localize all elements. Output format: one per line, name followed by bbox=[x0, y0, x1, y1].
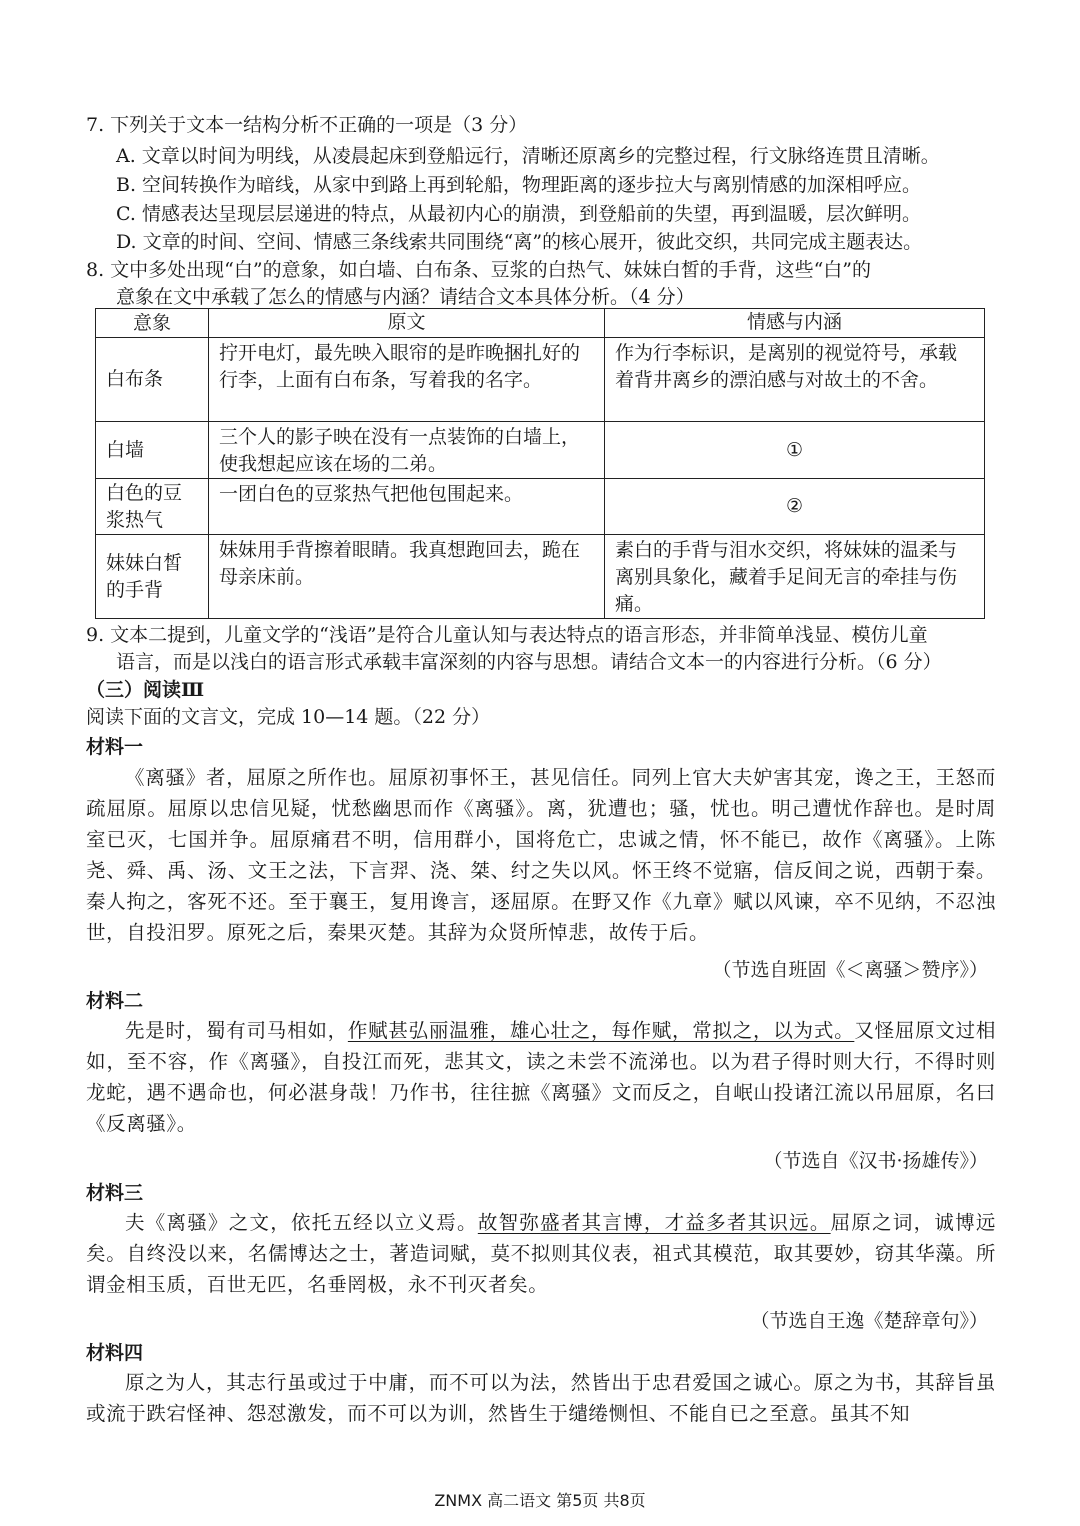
material-2-source: （节选自《汉书·扬雄传》） bbox=[763, 1150, 988, 1172]
section-instruction: 阅读下面的文言文，完成 10—14 题。（22 分） bbox=[86, 706, 491, 728]
material-3-underlined: 故智弥盛者其言博，才益多者其识远。 bbox=[477, 1211, 831, 1234]
table-header-row bbox=[96, 309, 985, 338]
material-4-text: 原之为人，其志行虽或过于中庸，而不可以为法，然皆出于忠君爱国之诚心。原之为书，其辞旨虽或流于跌宕怪神、怨怼激发，而不可以为训，然皆生于缱绻恻怛、不能自已之至意。虽其不知 bbox=[86, 1371, 996, 1425]
material-3-text-a: 夫《离骚》之文，依托五经以立义焉。 bbox=[125, 1211, 478, 1234]
table-header-cell: 情感与内涵 bbox=[605, 309, 985, 338]
material-3-source: （节选自王逸《楚辞章句》） bbox=[750, 1310, 988, 1332]
material-3-text-b: 屈原之词，诚博远矣。自终没以来，名儒博达之士，著造词赋，莫不拟则其仪表，祖式其模范，取其要妙，窃其华藻。所谓金相玉质，百世无匹，名垂罔极，永不刊灭者矣。 bbox=[86, 1211, 996, 1296]
material-2-underlined: 作赋甚弘丽温雅，雄心壮之，每作赋，常拟之，以为式。 bbox=[347, 1019, 855, 1042]
table-row bbox=[96, 535, 985, 619]
table-cell-image: 白墙 bbox=[96, 422, 209, 479]
material-3-text bbox=[86, 1207, 996, 1300]
table-row bbox=[96, 479, 985, 535]
material-1-title: 材料一 bbox=[86, 736, 144, 758]
question-7-stem: 7. 下列关于文本一结构分析不正确的一项是（3 分） bbox=[86, 114, 528, 136]
page-footer: ZNMX 高二语文 第5页 共8页 bbox=[434, 1491, 646, 1510]
question-9-line2: 语言，而是以浅白的语言形式承载丰富深刻的内容与思想。请结合文本一的内容进行分析。（6 分） bbox=[116, 651, 942, 673]
table-cell-image: 白色的豆浆热气 bbox=[96, 479, 209, 535]
section-title: （三）阅读Ⅲ bbox=[86, 679, 205, 701]
table-cell-text: 三个人的影子映在没有一点装饰的白墙上，使我想起应该在场的二弟。 bbox=[209, 422, 605, 479]
material-1-source: （节选自班固《＜离骚＞赞序》） bbox=[712, 959, 988, 981]
question-7-option-d: D. 文章的时间、空间、情感三条线索共同围绕“离”的核心展开，彼此交织，共同完成主题表达。 bbox=[116, 231, 923, 253]
imagery-table bbox=[95, 308, 985, 619]
material-2-title: 材料二 bbox=[86, 990, 144, 1012]
table-cell-meaning: 素白的手背与泪水交织，将妹妹的温柔与离别具象化，藏着手足间无言的牵挂与伤痛。 bbox=[605, 535, 985, 619]
table-header-cell: 原文 bbox=[209, 309, 605, 338]
question-8-line2: 意象在文中承载了怎么的情感与内涵？请结合文本具体分析。（4 分） bbox=[116, 286, 695, 308]
table-cell-meaning: ① bbox=[605, 422, 985, 479]
table-row bbox=[96, 422, 985, 479]
table-cell-meaning: 作为行李标识，是离别的视觉符号，承载着背井离乡的漂泊感与对故土的不舍。 bbox=[605, 338, 985, 422]
material-2-text-a: 先是时，蜀有司马相如， bbox=[125, 1019, 348, 1042]
table-cell-meaning: ② bbox=[605, 479, 985, 535]
table-cell-text: 妹妹用手背擦着眼睛。我真想跑回去，跪在母亲床前。 bbox=[209, 535, 605, 619]
question-9-line1: 9. 文本二提到，儿童文学的“浅语”是符合儿童认知与表达特点的语言形态，并非简单浅显、模仿儿童 bbox=[86, 624, 928, 646]
question-7-option-a: A. 文章以时间为明线，从凌晨起床到登船远行，清晰还原离乡的完整过程，行文脉络连贯且清晰。 bbox=[116, 145, 940, 167]
question-7-option-b: B. 空间转换作为暗线，从家中到路上再到轮船，物理距离的逐步拉大与离别情感的加深相呼应。 bbox=[116, 174, 922, 196]
material-1-text: 《离骚》者，屈原之所作也。屈原初事怀王，甚见信任。同列上官大夫妒害其宠，谗之王，王怒而疏屈原。屈原以忠信见疑，忧愁幽思而作《离骚》。离，犹遭也；骚，忧也。明己遭忧作辞也。是时周室已灭，七国并争。屈原痛君不明，信用群小，国将危亡，忠诚之情，怀不能已，故作《离骚》。上陈尧、舜、禹、汤、文王之法，下言羿、浇、桀、纣之失以风。怀王终不觉寤，信反间之说，西朝于秦。秦人拘之，客死不还。至于襄王，复用谗言，逐屈原。在野又作《九章》赋以风谏，卒不见纳，不忍浊世，自投汨罗。原死之后，秦果灭楚。其辞为众贤所悼悲，故传于后。 bbox=[86, 766, 996, 944]
material-4-title: 材料四 bbox=[86, 1342, 144, 1364]
table-cell-text: 拧开电灯，最先映入眼帘的是昨晚捆扎好的行李，上面有白布条，写着我的名字。 bbox=[209, 338, 605, 422]
table-cell-image: 妹妹白皙的手背 bbox=[96, 535, 209, 619]
table-cell-image: 白布条 bbox=[96, 338, 209, 422]
material-2-text bbox=[86, 1015, 996, 1139]
material-2-text-b: 又怪屈原文过相如，至不容，作《离骚》，自投江而死，悲其文，读之未尝不流涕也。以为君子得时则大行，不得时则龙蛇，遇不遇命也，何必湛身哉！乃作书，往往摭《离骚》文而反之，自岷山投诸江流以吊屈原，名曰《反离骚》。 bbox=[86, 1019, 996, 1135]
question-7-option-c: C. 情感表达呈现层层递进的特点，从最初内心的崩溃，到登船前的失望，再到温暖，层次鲜明。 bbox=[116, 203, 921, 225]
material-3-title: 材料三 bbox=[86, 1182, 144, 1204]
table-row bbox=[96, 338, 985, 422]
table-cell-text: 一团白色的豆浆热气把他包围起来。 bbox=[209, 479, 605, 535]
question-8-line1: 8. 文中多处出现“白”的意象，如白墙、白布条、豆浆的白热气、妹妹白皙的手背，这些“白”的 bbox=[86, 259, 872, 281]
table-header-cell: 意象 bbox=[96, 309, 209, 338]
